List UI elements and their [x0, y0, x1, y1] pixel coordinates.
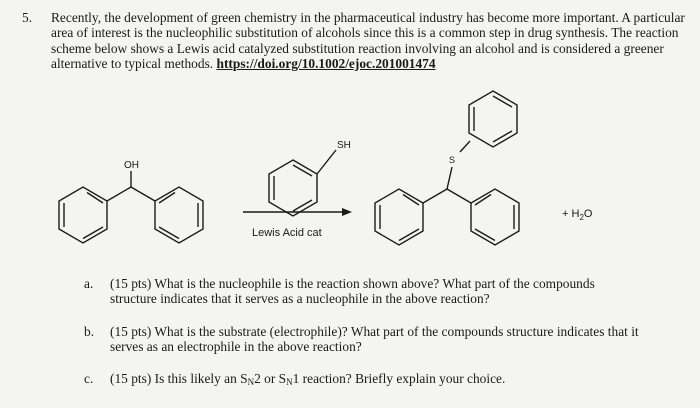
- reactant-diphenylmethanol: [59, 171, 203, 243]
- catalyst-label: Lewis Acid cat: [252, 227, 322, 239]
- part-b: [84, 324, 694, 356]
- sulfur-label: S: [449, 155, 456, 165]
- question-number: 5.: [22, 10, 33, 25]
- part-c: [84, 371, 684, 389]
- part-a: [84, 276, 684, 308]
- doi-link[interactable]: https://doi.org/10.1002/ejoc.201001474: [216, 55, 436, 71]
- part-b-line1: (15 pts) What is the substrate (electrophile)? What part of the compounds structure indicates that it: [110, 324, 639, 339]
- part-a-label: a.: [84, 276, 94, 291]
- part-c-question: (15 pts) Is this likely an $S_N2$ or $S_N1$ reaction? Briefly explain your choice.: [110, 371, 506, 387]
- reagent-thiophenol: [269, 150, 336, 216]
- part-a-line1: (15 pts) What is the nucleophile is the reaction shown above? What part of the compounds: [110, 276, 595, 291]
- part-b-label: b.: [84, 324, 95, 339]
- part-a-line2: structure indicates that it serves as a nucleophile in the above reaction?: [110, 291, 490, 307]
- byproduct-label: + $H_2O$: [562, 208, 593, 222]
- intro-text: Recently, the development of green chemistry in the pharmaceutical industry has become more important. A particular area of interest is the nucleophilic substitution of alcohols since this is a common step in drug synthesis. The reaction scheme below shows a Lewis acid catalyzed substitution reaction involving an alcohol and is considered a greener alternative to typical methods.: [51, 10, 685, 71]
- thiol-label: SH: [337, 140, 351, 151]
- hydroxyl-label: OH: [124, 160, 139, 171]
- part-c-label: c.: [84, 371, 94, 386]
- part-b-line2: serves as an electrophile in the above reaction?: [110, 339, 362, 355]
- product-sulfide: [375, 91, 519, 245]
